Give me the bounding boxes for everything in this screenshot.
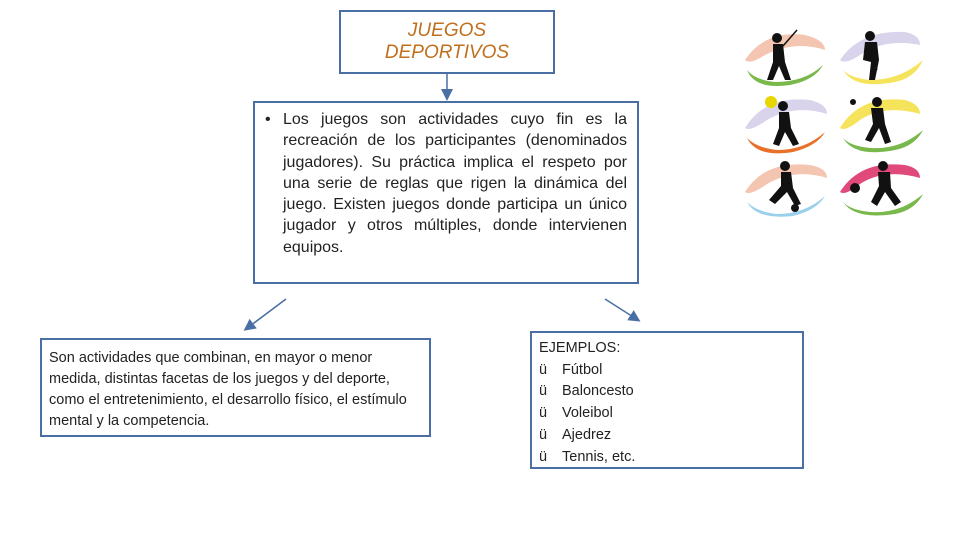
title-box [339,10,555,74]
example-label: Voleibol [562,405,613,422]
check-icon: ü [539,405,548,422]
list-item [539,447,796,469]
soccer-player-icon [745,161,827,217]
description-text: Son actividades que combinan, en mayor o menor medida, distintas facetas de los juegos y del deporte, como el entretenimiento, el desarrollo físico, el estímulo mental y la competencia. [49,350,407,429]
title-line-2: DEPORTIVOS [384,42,510,63]
check-icon: ü [539,426,548,443]
example-label: Tennis, etc. [562,448,636,465]
title-line-1: JUEGOS [407,20,487,41]
tennis-player-icon [745,96,827,153]
sports-collage-image [735,20,930,220]
bullet: • [265,111,271,128]
page-title [385,20,509,64]
check-icon: ü [539,383,548,400]
definition-text: Los juegos son actividades cuyo fin es la recreación de los participantes (denominados jugadores). Su práctica implica el respeto por una serie de reglas que rigen la dinámica del juego. Existen juegos donde participa un único jugador y otros múltiples, donde intervienen equipos. [283,111,627,256]
golfer-icon [745,30,825,86]
list-item [539,381,796,403]
list-item [539,360,796,382]
description-box [40,338,431,437]
arrow-to-examples [605,299,638,320]
arrow-to-description [246,299,286,329]
soccer-player-icon [840,161,923,216]
golfer-icon [840,31,923,84]
examples-box [530,331,804,469]
list-item [539,403,796,425]
examples-heading: EJEMPLOS: [539,340,621,356]
example-label: Ajedrez [562,426,612,443]
check-icon: ü [539,448,548,465]
list-item [539,425,796,447]
definition-box [253,101,639,284]
example-label: Baloncesto [562,383,634,400]
examples-list [539,360,796,469]
volleyball-player-icon [840,97,923,152]
example-label: Fútbol [562,361,603,378]
check-icon: ü [539,361,548,378]
